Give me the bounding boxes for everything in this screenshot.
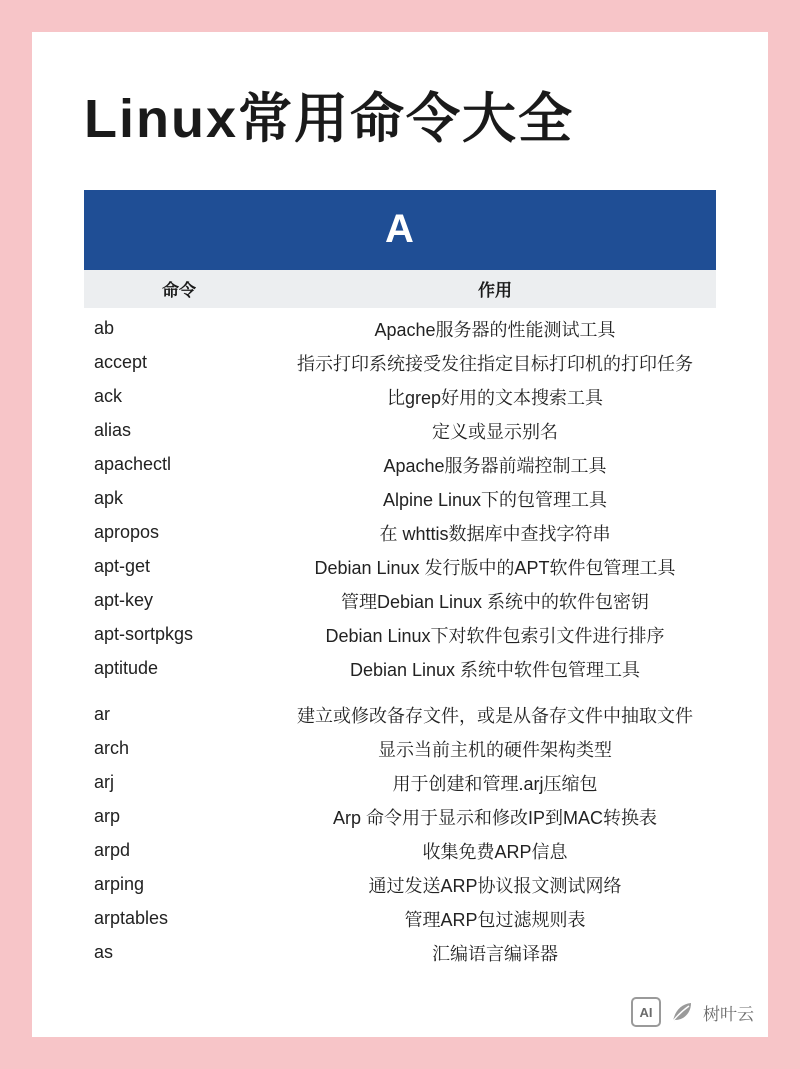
column-header-command: 命令	[162, 281, 196, 301]
table-row	[84, 584, 716, 618]
column-header-description: 作用	[478, 281, 512, 301]
cell-description: 用于创建和管理.arj压缩包	[392, 773, 598, 794]
table-row	[84, 902, 716, 936]
table-row	[84, 766, 716, 800]
cell-command: apt-sortpkgs	[94, 624, 194, 645]
cell-command: as	[94, 942, 114, 963]
cell-description: Debian Linux下对软件包索引文件进行排序	[325, 625, 665, 646]
table-row	[84, 312, 716, 346]
table-body	[84, 312, 716, 970]
document-page	[32, 32, 768, 1037]
cell-command: arptables	[94, 908, 169, 929]
table-row	[84, 516, 716, 550]
cell-command: arj	[94, 772, 115, 793]
cell-command: ar	[94, 704, 111, 725]
table-row	[84, 834, 716, 868]
cell-command: ab	[94, 318, 115, 339]
table-row	[84, 936, 716, 970]
cell-command: accept	[94, 352, 148, 373]
table-row	[84, 346, 716, 380]
leaf-icon	[668, 998, 696, 1026]
cell-command: arch	[94, 738, 130, 759]
cell-command: arping	[94, 874, 145, 895]
cell-description: Debian Linux 系统中软件包管理工具	[349, 659, 641, 680]
cell-description: 管理Debian Linux 系统中的软件包密钥	[340, 591, 650, 612]
watermark	[631, 997, 754, 1027]
table-row	[84, 550, 716, 584]
cell-command: alias	[94, 420, 132, 441]
table-row	[84, 732, 716, 766]
cell-description: Alpine Linux下的包管理工具	[382, 489, 608, 510]
table-row	[84, 618, 716, 652]
cell-command: apt-get	[94, 556, 151, 577]
cell-description: Arp 命令用于显示和修改IP到MAC转换表	[332, 807, 658, 828]
table-header-row	[84, 270, 716, 308]
section-letter-band	[84, 190, 716, 270]
watermark-text: 树叶云	[703, 1004, 754, 1024]
cell-command: arpd	[94, 840, 131, 861]
cell-description: 指示打印系统接受发往指定目标打印机的打印任务	[297, 353, 693, 374]
table-row	[84, 414, 716, 448]
cell-description: 收集免费ARP信息	[422, 841, 568, 862]
page-title: Linux常用命令大全	[84, 89, 574, 149]
cell-command: arp	[94, 806, 121, 827]
cell-description: Apache服务器前端控制工具	[383, 455, 607, 476]
cell-command: apachectl	[94, 454, 172, 475]
cell-command: apt-key	[94, 590, 154, 611]
table-row	[84, 652, 716, 686]
cell-command: ack	[94, 386, 123, 407]
table-row	[84, 482, 716, 516]
cell-description: Debian Linux 发行版中的APT软件包管理工具	[314, 557, 676, 578]
cell-command: aptitude	[94, 658, 159, 679]
cell-description: 通过发送ARP协议报文测试网络	[368, 875, 622, 896]
cell-command: apropos	[94, 522, 160, 543]
cell-description: 建立或修改备存文件，或是从备存文件中抽取文件	[297, 705, 693, 726]
table-row	[84, 698, 716, 732]
section-letter: A	[385, 207, 415, 252]
cell-description: 显示当前主机的硬件架构类型	[378, 739, 612, 760]
command-table	[84, 190, 716, 970]
table-row	[84, 800, 716, 834]
cell-description: 在 whttis数据库中查找字符串	[379, 523, 611, 544]
table-row	[84, 448, 716, 482]
cell-command: apk	[94, 488, 124, 509]
cell-description: Apache服务器的性能测试工具	[374, 319, 616, 340]
ai-badge-icon: AI	[631, 997, 661, 1027]
table-row	[84, 380, 716, 414]
cell-description: 定义或显示别名	[432, 421, 558, 442]
cell-description: 管理ARP包过滤规则表	[404, 909, 586, 930]
table-row	[84, 868, 716, 902]
cell-description: 比grep好用的文本搜索工具	[386, 387, 604, 408]
cell-description: 汇编语言编译器	[432, 943, 558, 964]
